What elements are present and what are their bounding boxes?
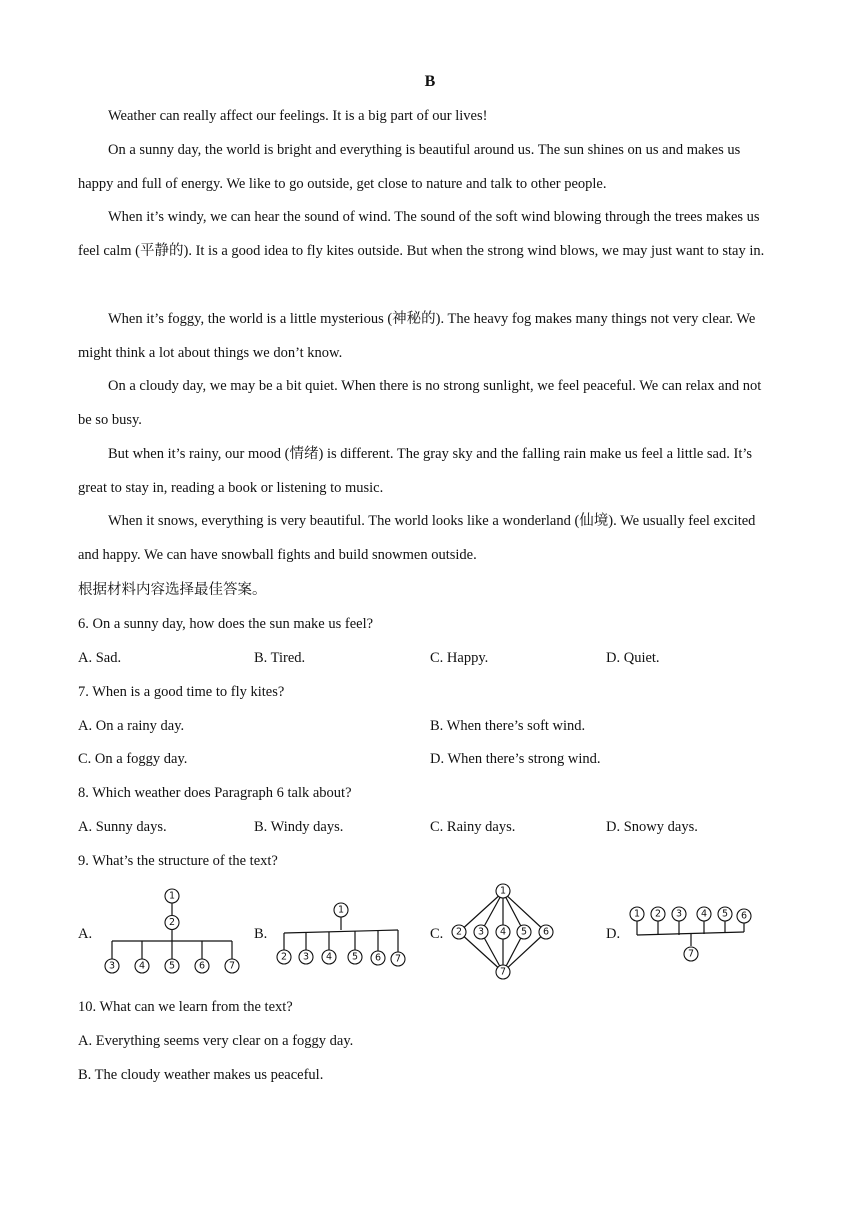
question-10-stem: 10. What can we learn from the text? <box>78 999 293 1015</box>
node <box>165 916 179 930</box>
node <box>737 909 751 923</box>
node <box>165 889 179 903</box>
svg-text:4: 4 <box>700 908 708 920</box>
node <box>496 925 510 939</box>
passage-title: B <box>424 73 436 90</box>
question-8-stem: 8. Which weather does Paragraph 6 talk about? <box>78 785 352 801</box>
q9-option-d[interactable]: D. <box>606 926 621 942</box>
node <box>718 907 732 921</box>
node <box>539 925 553 939</box>
node <box>299 950 313 964</box>
node <box>334 903 348 917</box>
node <box>496 965 510 979</box>
q9-option-b[interactable]: B. <box>254 926 268 942</box>
svg-text:6: 6 <box>374 952 382 964</box>
q7-option-b[interactable]: B. When there’s soft wind. <box>430 718 586 734</box>
structure-diagram-a <box>104 884 244 976</box>
node <box>496 884 510 898</box>
node <box>452 925 466 939</box>
svg-text:5: 5 <box>520 926 528 938</box>
svg-text:3: 3 <box>108 960 116 972</box>
node <box>322 950 336 964</box>
node <box>195 959 209 973</box>
svg-text:6: 6 <box>542 926 550 938</box>
svg-text:5: 5 <box>168 960 176 972</box>
paragraph-3: When it’s windy, we can hear the sound of wind. The sound of the soft wind blowing through the trees makes us feel calm (平静的). It is a good idea to fly kites outside. But when the strong wind blows, we may just want to stay in. <box>78 209 765 259</box>
instruction: 根据材料内容选择最佳答案。 <box>78 582 267 598</box>
paragraph-2: On a sunny day, the world is bright and everything is beautiful around us. The sun shines on us and makes us happy and full of energy. We like to go outside, get close to nature and talk to other people. <box>78 142 741 192</box>
svg-text:3: 3 <box>302 951 310 963</box>
svg-text:1: 1 <box>168 890 176 902</box>
svg-text:7: 7 <box>394 953 402 965</box>
svg-text:2: 2 <box>455 926 463 938</box>
node <box>672 907 686 921</box>
node <box>474 925 488 939</box>
svg-text:7: 7 <box>499 966 507 978</box>
svg-text:4: 4 <box>499 926 507 938</box>
question-9-stem: 9. What’s the structure of the text? <box>78 853 278 869</box>
svg-text:1: 1 <box>633 908 641 920</box>
q6-option-b[interactable]: B. Tired. <box>254 650 306 666</box>
node <box>651 907 665 921</box>
svg-text:1: 1 <box>337 904 345 916</box>
node <box>225 959 239 973</box>
node <box>517 925 531 939</box>
q6-option-c[interactable]: C. Happy. <box>430 650 489 666</box>
structure-diagram-b <box>276 896 406 972</box>
q10-option-a[interactable]: A. Everything seems very clear on a foggy day. <box>78 1033 354 1049</box>
q8-option-a[interactable]: A. Sunny days. <box>78 819 167 835</box>
node <box>135 959 149 973</box>
structure-diagram-c <box>451 880 555 980</box>
q8-option-b[interactable]: B. Windy days. <box>254 819 344 835</box>
node <box>697 907 711 921</box>
svg-text:6: 6 <box>740 910 748 922</box>
node <box>391 952 405 966</box>
svg-text:4: 4 <box>138 960 146 972</box>
svg-text:3: 3 <box>675 908 683 920</box>
paragraph-7: When it snows, everything is very beautiful. The world looks like a wonderland (仙境). We usually feel excited and happy. We can have snowball fights and build snowmen outside. <box>78 513 756 563</box>
q9-option-a[interactable]: A. <box>78 926 93 942</box>
svg-text:6: 6 <box>198 960 206 972</box>
q8-option-c[interactable]: C. Rainy days. <box>430 819 516 835</box>
structure-diagram-d <box>629 904 753 966</box>
node <box>371 951 385 965</box>
q9-option-c[interactable]: C. <box>430 926 444 942</box>
svg-text:7: 7 <box>687 948 695 960</box>
q6-option-d[interactable]: D. Quiet. <box>606 650 660 666</box>
paragraph-1: Weather can really affect our feelings. It is a big part of our lives! <box>108 108 488 124</box>
question-6-stem: 6. On a sunny day, how does the sun make us feel? <box>78 616 374 632</box>
svg-text:5: 5 <box>351 951 359 963</box>
node <box>277 950 291 964</box>
question-7-stem: 7. When is a good time to fly kites? <box>78 684 285 700</box>
q10-option-b[interactable]: B. The cloudy weather makes us peaceful. <box>78 1067 324 1083</box>
svg-text:3: 3 <box>477 926 485 938</box>
svg-text:2: 2 <box>280 951 288 963</box>
svg-text:5: 5 <box>721 908 729 920</box>
paragraph-6: But when it’s rainy, our mood (情绪) is different. The gray sky and the falling rain make us feel a little sad. It’s great to stay in, reading a book or listening to music. <box>78 446 753 496</box>
svg-text:7: 7 <box>228 960 236 972</box>
q7-option-d[interactable]: D. When there’s strong wind. <box>430 751 601 767</box>
paragraph-5: On a cloudy day, we may be a bit quiet. When there is no strong sunlight, we feel peaceful. We can relax and not be so busy. <box>78 378 762 428</box>
svg-text:2: 2 <box>654 908 662 920</box>
node <box>105 959 119 973</box>
paragraph-4: When it’s foggy, the world is a little mysterious (神秘的). The heavy fog makes many things not very clear. We might think a lot about things we don’t know. <box>78 311 756 361</box>
q6-option-a[interactable]: A. Sad. <box>78 650 122 666</box>
q7-option-a[interactable]: A. On a rainy day. <box>78 718 185 734</box>
svg-text:1: 1 <box>499 885 507 897</box>
svg-text:4: 4 <box>325 951 333 963</box>
q7-option-c[interactable]: C. On a foggy day. <box>78 751 188 767</box>
node <box>348 950 362 964</box>
node <box>684 947 698 961</box>
node <box>165 959 179 973</box>
node <box>630 907 644 921</box>
svg-text:2: 2 <box>168 917 176 928</box>
q8-option-d[interactable]: D. Snowy days. <box>606 819 698 835</box>
